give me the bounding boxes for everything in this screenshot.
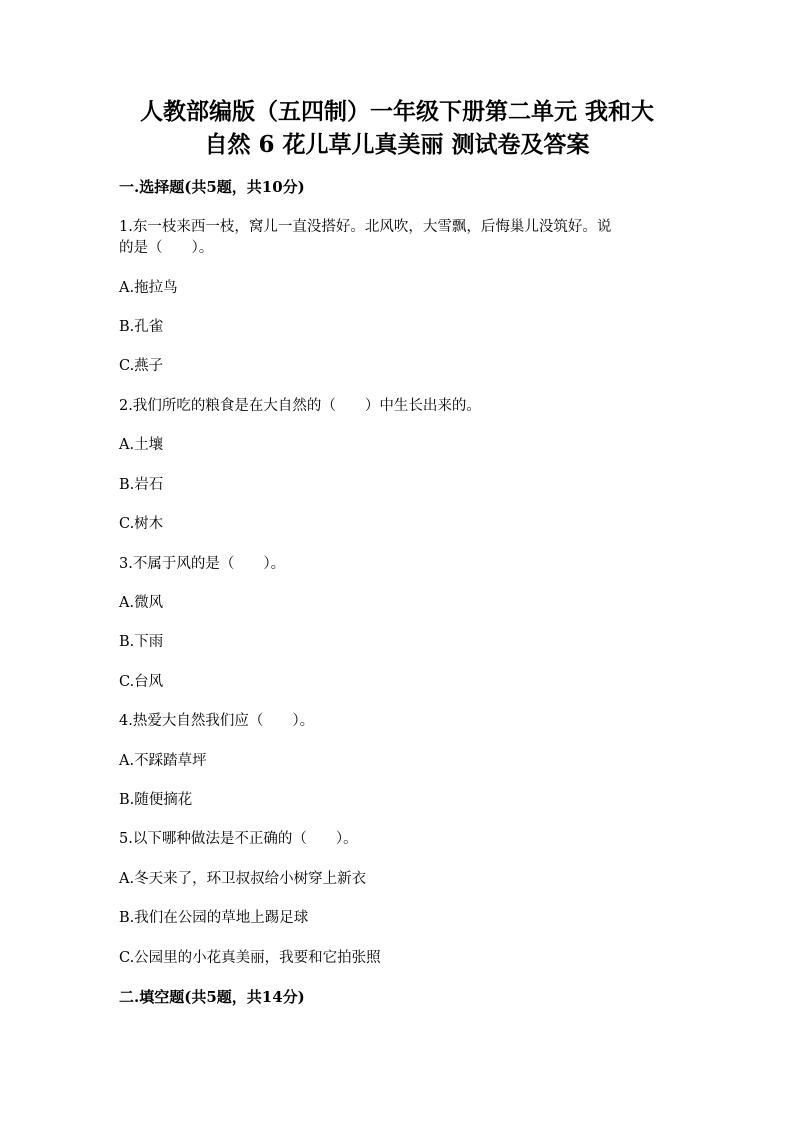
question-1-option-a: A.拖拉鸟 (119, 280, 178, 296)
question-1-stem: 1.东一枝来西一枝，窝儿一直没搭好。北风吹，大雪飘，后悔巢儿没筑好。说 (119, 219, 612, 235)
question-3-option-a: A.微风 (119, 595, 164, 611)
section-heading-fill-in: 二.填空题(共5题，共14分) (119, 988, 305, 1006)
question-2-option-b: B.岩石 (119, 477, 164, 493)
question-5-option-b: B.我们在公园的草地上踢足球 (119, 910, 309, 926)
question-1-option-b: B.孔雀 (119, 319, 164, 335)
question-2-option-a: A.土壤 (119, 437, 164, 453)
question-5-option-c: C.公园里的小花真美丽，我要和它拍张照 (119, 950, 381, 966)
question-2-stem: 2.我们所吃的粮食是在大自然的（ ）中生长出来的。 (119, 398, 481, 414)
question-3-option-c: C.台风 (119, 674, 164, 690)
question-5-stem: 5.以下哪种做法是不正确的（ ）。 (119, 831, 358, 847)
title-line-2: 自然 6 花儿草儿真美丽 测试卷及答案 (204, 131, 590, 158)
question-3-option-b: B.下雨 (119, 634, 164, 650)
question-3-stem: 3.不属于风的是（ ）。 (119, 556, 286, 572)
question-4-option-b: B.随便摘花 (119, 792, 193, 808)
question-4-option-a: A.不踩踏草坪 (119, 753, 207, 769)
title-line-1: 人教部编版（五四制）一年级下册第二单元 我和大 (139, 98, 654, 125)
question-4-stem: 4.热爱大自然我们应（ ）。 (119, 713, 315, 729)
section-heading-choice: 一.选择题(共5题，共10分) (119, 178, 305, 196)
question-5-option-a: A.冬天来了，环卫叔叔给小树穿上新衣 (119, 871, 367, 887)
question-2-option-c: C.树木 (119, 516, 164, 532)
question-1-stem-cont: 的是（ ）。 (119, 240, 214, 256)
question-1-option-c: C.燕子 (119, 358, 164, 374)
